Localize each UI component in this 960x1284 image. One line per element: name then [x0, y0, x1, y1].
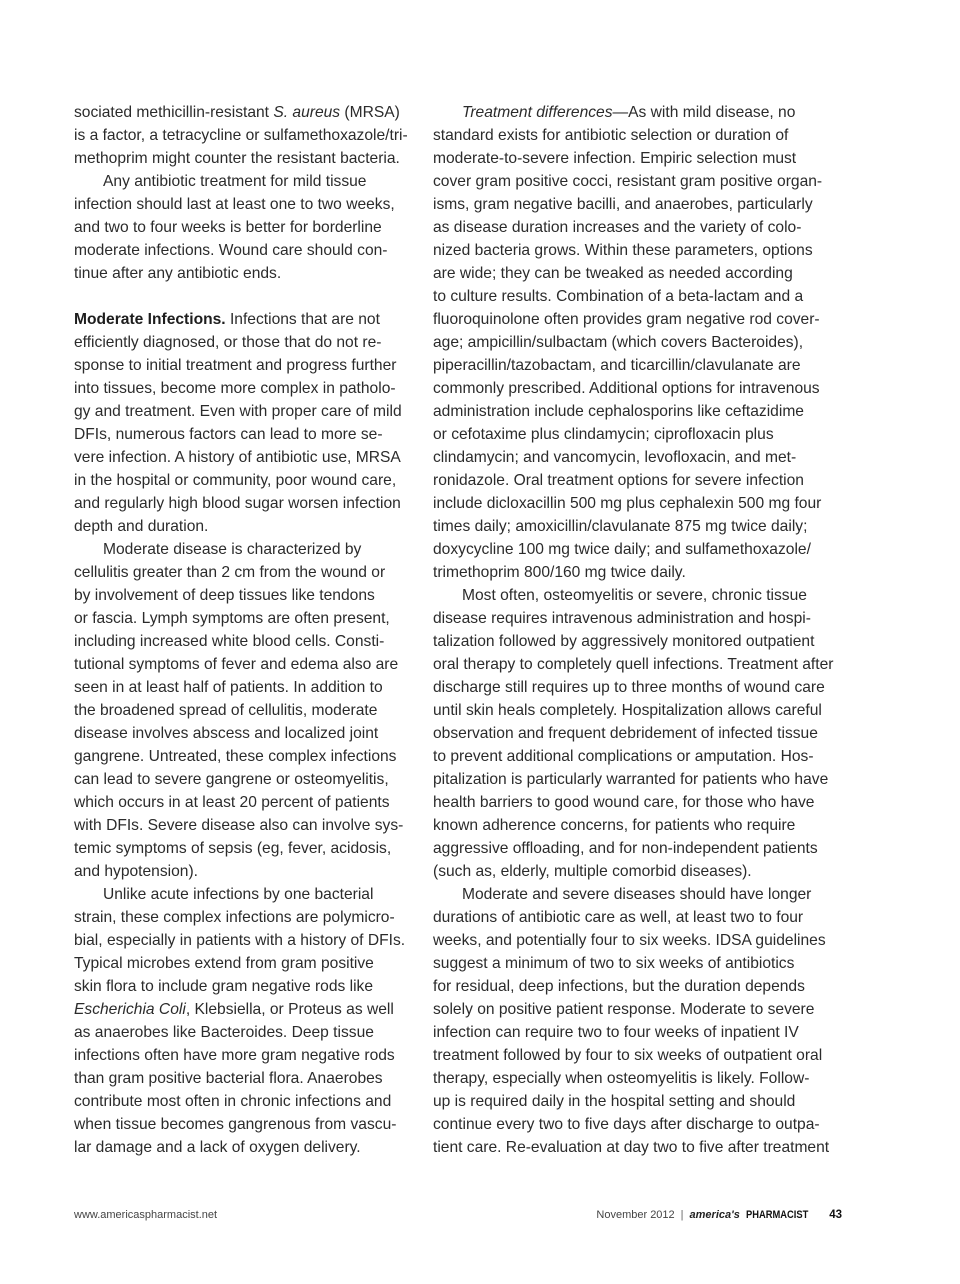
text-run: to prevent additional complications or amputation. Hos- [433, 748, 814, 765]
text-line [433, 1021, 843, 1044]
text-run: therapy, especially when osteomyelitis is likely. Follow- [433, 1070, 810, 1087]
footer-url[interactable]: www.americaspharmacist.net [74, 1209, 218, 1221]
text-line [74, 469, 414, 492]
text-run: observation and frequent debridement of infected tissue [433, 725, 818, 742]
italic-text: Treatment differences [462, 104, 613, 121]
text-run: (such as, elderly, multiple comorbid diseases). [433, 863, 752, 880]
text-run: clindamycin; and vancomycin, levofloxacin, and met- [433, 449, 797, 466]
text-run: nized bacteria grows. Within these parameters, options [433, 242, 813, 259]
text-line [74, 584, 414, 607]
text-run: and regularly high blood sugar worsen infection [74, 495, 401, 512]
section-heading: Moderate Infections. [74, 311, 226, 328]
text-line [74, 354, 414, 377]
text-run: oral therapy to completely quell infections. Treatment after [433, 656, 834, 673]
text-run: tutional symptoms of fever and edema also are [74, 656, 399, 673]
text-run: weeks, and potentially four to six weeks. IDSA guidelines [433, 932, 826, 949]
text-line [74, 239, 414, 262]
text-run: Moderate and severe diseases should have longer [462, 886, 812, 903]
text-run: moderate-to-severe infection. Empiric selection must [433, 150, 797, 167]
text-line [74, 1090, 414, 1113]
text-line [74, 860, 414, 883]
text-line [74, 400, 414, 423]
text-run: talization followed by aggressively monitored outpatient [433, 633, 815, 650]
text-run: until skin heals completely. Hospitalization allows careful [433, 702, 822, 719]
text-run: the broadened spread of cellulitis, moderate [74, 702, 378, 719]
text-line [433, 354, 843, 377]
text-run: to culture results. Combination of a beta-lactam and a [433, 288, 804, 305]
text-line [433, 906, 843, 929]
text-run: ronidazole. Oral treatment options for severe infection [433, 472, 804, 489]
text-run: disease involves abscess and localized joint [74, 725, 379, 742]
text-run: (MRSA) [340, 104, 400, 121]
text-line [74, 216, 414, 239]
text-run: into tissues, become more complex in patholo- [74, 380, 396, 397]
text-line [74, 1113, 414, 1136]
text-run: Moderate disease is characterized by [103, 541, 362, 558]
text-line [433, 584, 843, 607]
text-run: gangrene. Untreated, these complex infections [74, 748, 397, 765]
text-line [433, 929, 843, 952]
text-run: suggest a minimum of two to six weeks of antibiotics [433, 955, 795, 972]
text-line [433, 814, 843, 837]
text-run: pitalization is particularly warranted for patients who have [433, 771, 829, 788]
text-line [74, 147, 414, 170]
text-line [74, 124, 414, 147]
text-line [74, 814, 414, 837]
text-run: continue every two to five days after discharge to outpa- [433, 1116, 820, 1133]
text-run: infections often have more gram negative rods [74, 1047, 395, 1064]
text-line [74, 906, 414, 929]
text-line [74, 515, 414, 538]
left-column [74, 101, 414, 1159]
text-line [433, 630, 843, 653]
text-run: as anaerobes like Bacteroides. Deep tissue [74, 1024, 374, 1041]
text-line [433, 331, 843, 354]
text-run: health barriers to good wound care, for those who have [433, 794, 815, 811]
text-run: are wide; they can be tweaked as needed according [433, 265, 793, 282]
text-run: piperacillin/tazobactam, and ticarcillin/clavulanate are [433, 357, 801, 374]
text-run: up is required daily in the hospital setting and should [433, 1093, 796, 1110]
text-line [433, 285, 843, 308]
footer-separator: | [680, 1209, 684, 1221]
text-line [433, 1136, 843, 1159]
text-line [433, 308, 843, 331]
text-line [433, 147, 843, 170]
text-run: age; ampicillin/sulbactam (which covers Bacteroides), [433, 334, 804, 351]
text-run: —As with mild disease, no [612, 104, 796, 121]
text-run: and hypotension). [74, 863, 198, 880]
text-line [74, 1136, 414, 1159]
text-run: which occurs in at least 20 percent of patients [74, 794, 390, 811]
text-line [433, 101, 843, 124]
text-run: can lead to severe gangrene or osteomyelitis, [74, 771, 389, 788]
text-run: in the hospital or community, poor wound care, [74, 472, 397, 489]
text-line [433, 469, 843, 492]
text-run: temic symptoms of sepsis (eg, fever, acidosis, [74, 840, 392, 857]
text-run: tinue after any antibiotic ends. [74, 265, 282, 282]
text-line [74, 423, 414, 446]
text-run: administration include cephalosporins like ceftazidime [433, 403, 804, 420]
text-run: standard exists for antibiotic selection or duration of [433, 127, 789, 144]
text-line [433, 837, 843, 860]
text-run: times daily; amoxicillin/clavulanate 875 mg twice daily; [433, 518, 808, 535]
text-line [74, 538, 414, 561]
page-number: 43 [829, 1209, 842, 1221]
text-line [433, 538, 843, 561]
text-line [433, 998, 843, 1021]
italic-text: Escherichia Coli [74, 1001, 186, 1018]
masthead-pharmacist: PHARMACIST [745, 1209, 809, 1221]
text-run: Unlike acute infections by one bacterial [103, 886, 374, 903]
text-line [74, 791, 414, 814]
text-run: isms, gram negative bacilli, and anaerobes, particularly [433, 196, 813, 213]
text-line [433, 952, 843, 975]
text-line [74, 1044, 414, 1067]
text-line [433, 492, 843, 515]
text-run: and two to four weeks is better for borderline [74, 219, 382, 236]
text-line [74, 952, 414, 975]
text-line [74, 837, 414, 860]
text-line [74, 170, 414, 193]
text-run: for residual, deep infections, but the duration depends [433, 978, 805, 995]
text-run: or fascia. Lymph symptoms are often present, [74, 610, 390, 627]
text-line [74, 1021, 414, 1044]
text-run: fluoroquinolone often provides gram negative rod cover- [433, 311, 820, 328]
text-line [74, 561, 414, 584]
text-run: contribute most often in chronic infections and [74, 1093, 392, 1110]
text-line [74, 998, 414, 1021]
text-line [74, 262, 414, 285]
text-run: treatment followed by four to six weeks of outpatient oral [433, 1047, 823, 1064]
text-line [433, 791, 843, 814]
text-line [74, 377, 414, 400]
text-run: sociated methicillin-resistant [74, 104, 274, 121]
text-run: Most often, osteomyelitis or severe, chronic tissue [462, 587, 807, 604]
italic-text: S. aureus [273, 104, 341, 121]
text-line [433, 745, 843, 768]
text-run: depth and duration. [74, 518, 209, 535]
text-line [74, 676, 414, 699]
text-run: aggressive offloading, and for non-independent patients [433, 840, 818, 857]
text-line [433, 860, 843, 883]
text-line [433, 1044, 843, 1067]
masthead-americas: america's [689, 1209, 740, 1221]
text-line [74, 630, 414, 653]
text-run: trimethoprim 800/160 mg twice daily. [433, 564, 686, 581]
text-line [74, 929, 414, 952]
text-run: doxycycline 100 mg twice daily; and sulfamethoxazole/ [433, 541, 811, 558]
text-line [433, 1067, 843, 1090]
text-run: infection can require two to four weeks of inpatient IV [433, 1024, 799, 1041]
text-run: than gram positive bacterial flora. Anaerobes [74, 1070, 383, 1087]
text-run: cellulitis greater than 2 cm from the wound or [74, 564, 386, 581]
text-line [433, 607, 843, 630]
text-line [433, 170, 843, 193]
text-line [433, 653, 843, 676]
text-run: Typical microbes extend from gram positive [74, 955, 374, 972]
text-run: including increased white blood cells. Consti- [74, 633, 385, 650]
text-line [74, 768, 414, 791]
text-line [433, 423, 843, 446]
text-line [74, 492, 414, 515]
text-run: known adherence concerns, for patients who require [433, 817, 796, 834]
text-run: moderate infections. Wound care should con- [74, 242, 388, 259]
text-line [74, 308, 414, 331]
text-run: , Klebsiella, or Proteus as well [185, 1001, 394, 1018]
text-line [433, 561, 843, 584]
text-line [433, 699, 843, 722]
text-line [74, 607, 414, 630]
text-line [74, 883, 414, 906]
text-line [74, 446, 414, 469]
text-line [433, 768, 843, 791]
text-line [433, 883, 843, 906]
text-run: seen in at least half of patients. In addition to [74, 679, 383, 696]
text-run: methoprim might counter the resistant bacteria. [74, 150, 400, 167]
text-run: include dicloxacillin 500 mg plus cephalexin 500 mg four [433, 495, 822, 512]
text-line [74, 975, 414, 998]
text-run: tient care. Re-evaluation at day two to five after treatment [433, 1139, 830, 1156]
text-run: bial, especially in patients with a history of DFIs. [74, 932, 406, 949]
text-line [74, 653, 414, 676]
text-run: lar damage and a lack of oxygen delivery. [74, 1139, 361, 1156]
text-line [433, 262, 843, 285]
text-line [74, 745, 414, 768]
text-run: sponse to initial treatment and progress further [74, 357, 397, 374]
text-line [74, 722, 414, 745]
text-line [74, 193, 414, 216]
text-line [433, 193, 843, 216]
text-line [74, 101, 414, 124]
text-line [433, 722, 843, 745]
text-run: as disease duration increases and the variety of colo- [433, 219, 802, 236]
text-run: when tissue becomes gangrenous from vascu- [74, 1116, 397, 1133]
text-run: by involvement of deep tissues like tendons [74, 587, 375, 604]
text-run: with DFIs. Severe disease also can involve sys- [74, 817, 404, 834]
text-line [433, 1113, 843, 1136]
text-line [433, 377, 843, 400]
footer-issue [596, 1209, 842, 1221]
text-line [433, 975, 843, 998]
text-line [433, 515, 843, 538]
text-line [433, 216, 843, 239]
text-run: cover gram positive cocci, resistant gram positive organ- [433, 173, 823, 190]
text-run: or cefotaxime plus clindamycin; ciprofloxacin plus [433, 426, 774, 443]
text-run: strain, these complex infections are polymicro- [74, 909, 395, 926]
text-line [74, 1067, 414, 1090]
paragraph-gap [74, 285, 414, 308]
text-run: infection should last at least one to two weeks, [74, 196, 395, 213]
text-line [74, 699, 414, 722]
text-run: Any antibiotic treatment for mild tissue [103, 173, 367, 190]
text-line [433, 1090, 843, 1113]
text-line [433, 676, 843, 699]
text-run: DFIs, numerous factors can lead to more se- [74, 426, 383, 443]
right-column [433, 101, 843, 1159]
text-line [433, 124, 843, 147]
text-run: disease requires intravenous administration and hospi- [433, 610, 811, 627]
text-run: durations of antibiotic care as well, at least two to four [433, 909, 804, 926]
text-line [433, 239, 843, 262]
text-line [74, 331, 414, 354]
text-run: discharge still requires up to three months of wound care [433, 679, 825, 696]
text-run: skin flora to include gram negative rods like [74, 978, 374, 995]
text-run: vere infection. A history of antibiotic use, MRSA [74, 449, 401, 466]
text-run: Infections that are not [225, 311, 380, 328]
text-run: commonly prescribed. Additional options for intravenous [433, 380, 820, 397]
text-run: is a factor, a tetracycline or sulfamethoxazole/tri- [74, 127, 408, 144]
text-run: efficiently diagnosed, or those that do not re- [74, 334, 382, 351]
text-run: solely on positive patient response. Moderate to severe [433, 1001, 815, 1018]
issue-date: November 2012 [596, 1209, 675, 1221]
text-run: gy and treatment. Even with proper care of mild [74, 403, 402, 420]
text-line [433, 446, 843, 469]
text-line [433, 400, 843, 423]
